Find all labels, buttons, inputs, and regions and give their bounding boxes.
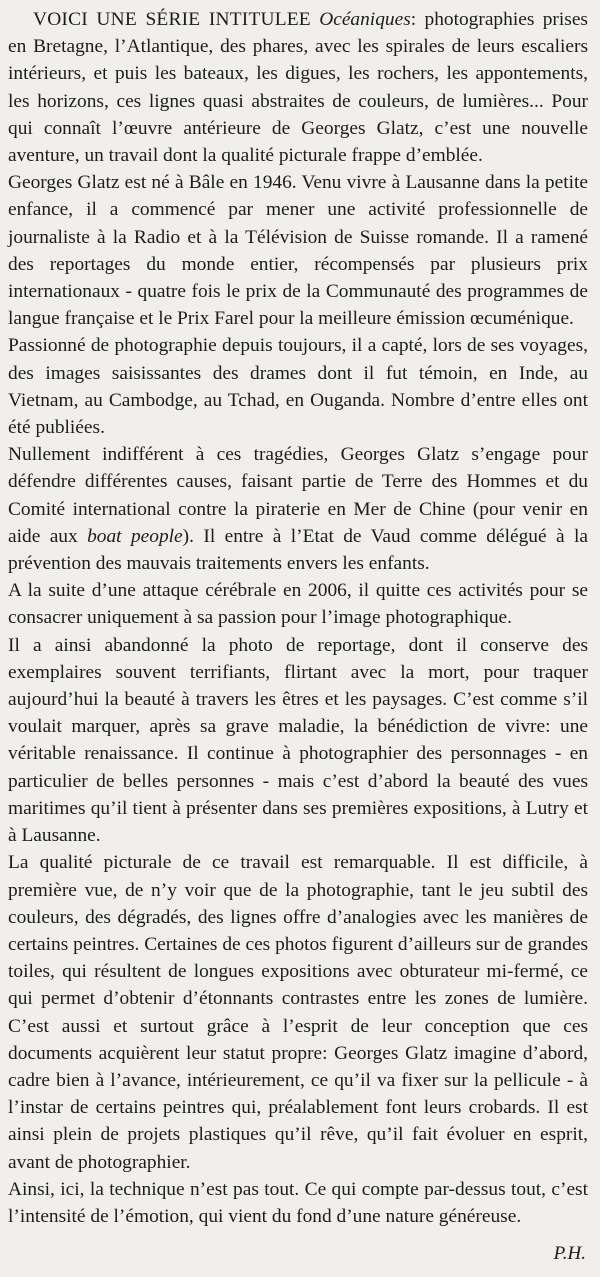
paragraph-conclusion: Ainsi, ici, la technique n’est pas tout. Ce qui compte par-dessus tout, c’est l’intensité de l’émotion, qui vient du fond d’une nature généreuse. <box>8 1178 588 1227</box>
paragraph-intro <box>8 6 588 169</box>
boat-people-italic: boat people <box>87 525 183 547</box>
causes-text-after: ). Il entre à l’Etat de Vaud comme délégué à la prévention des mauvais traitements envers les enfants. <box>8 525 588 575</box>
causes-text-before: Nullement indifférent à ces tragédies, Georges Glatz s’engage pour défendre différentes causes, faisant partie de Terre des Hommes et du Comité international contre la piraterie en Mer de Chine (pour venir en aide aux <box>8 444 588 547</box>
intro-lead-caps: VOICI UNE SÉRIE INTITULEE <box>33 9 311 30</box>
article-body <box>8 6 588 1230</box>
series-title: Océaniques <box>319 9 411 30</box>
paragraph-pictorial-quality: La qualité picturale de ce travail est remarquable. Il est difficile, à première vue, de n’y voir que de la photographie, tant le jeu subtil des couleurs, des dégradés, des lignes offre d’analogies avec les manières de certains peintres. Certaines de ces photos figurent d’ailleurs sur de grandes toiles, qui résultent de longues expositions avec obturateur mi-fermé, ce qui permet d’obtenir d’étonnants contrastes entre les zones de lumière. C’est aussi et surtout grâce à l’esprit de leur conception que ces documents acquièrent leur statut propre: Georges Glatz imagine d’abord, cadre bien à l’avance, intérieurement, ce qu’il va fixer sur la pellicule - à l’instar de certains peintres qui, préalablement font leurs crobards. Il est ainsi plein de projets plastiques qu’il rêve, qu’il fait évoluer en esprit, avant de photographier. <box>8 852 588 1173</box>
paragraph-biography: Georges Glatz est né à Bâle en 1946. Venu vivre à Lausanne dans la petite enfance, il a commencé par mener une activité professionnelle de journaliste à la Radio et à la Télévision de Suisse romande. Il a ramené des reportages du monde entier, récompensés par plusieurs prix internationaux - quatre fois le prix de la Communauté des programmes de langue française et le Prix Farel pour la meilleure émission œcuménique. <box>8 172 588 330</box>
paragraph-new-direction: Il a ainsi abandonné la photo de reportage, dont il conserve des exemplaires souvent terrifiants, flirtant avec la mort, pour traquer aujourd’hui la beauté à travers les êtres et les paysages. C’est comme s’il voulait marquer, après sa grave maladie, la bénédiction de vivre: une véritable renaissance. Il continue à photographier des personnages - en particulier de belles personnes - mais c’est d’abord la beauté des vues maritimes qu’il tient à présenter dans ses premières expositions, à Lutry et à Lausanne. <box>8 634 588 847</box>
paragraph-photography-passion: Passionné de photographie depuis toujours, il a capté, lors de ses voyages, des images saisissantes des drames dont il fut témoin, en Inde, au Vietnam, au Cambodge, au Tchad, en Ouganda. Nombre d’entre elles ont été publiées. <box>8 335 588 439</box>
author-signature: P.H. <box>553 1243 586 1264</box>
paragraph-illness: A la suite d’une attaque cérébrale en 2006, il quitte ces activités pour se consacrer uniquement à sa passion pour l’image photographique. <box>8 580 588 629</box>
intro-text: : photographies prises en Bretagne, l’Atlantique, des phares, avec les spirales de leurs escaliers intérieurs, et puis les bateaux, les digues, les rochers, les appontements, les horizons, ces lignes quasi abstraites de couleurs, de lumières... Pour qui connaît l’œuvre antérieure de Georges Glatz, c’est une nouvelle aventure, un travail dont la qualité picturale frappe d’emblée. <box>8 9 588 167</box>
paragraph-causes <box>8 441 588 577</box>
